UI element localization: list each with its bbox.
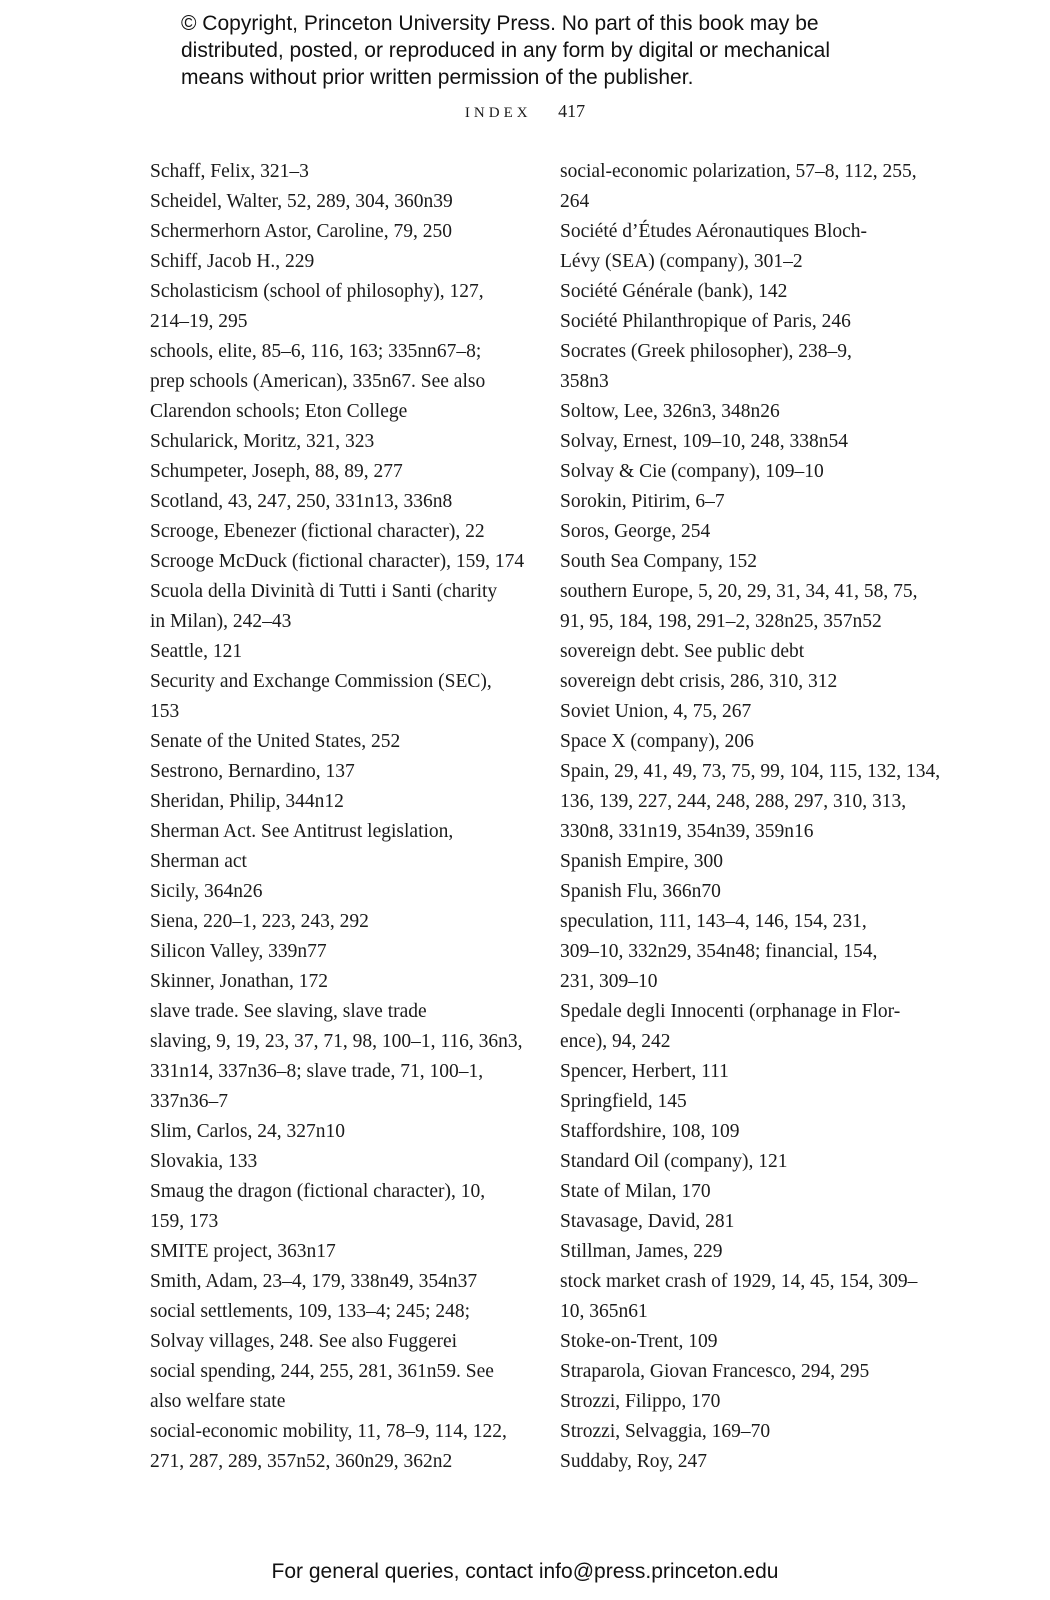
index-entry-line: social spending, 244, 255, 281, 361n59. See <box>150 1361 494 1382</box>
index-entry-line: southern Europe, 5, 20, 29, 31, 34, 41, 58, 75, <box>560 581 918 602</box>
index-entry <box>560 1357 930 1387</box>
index-entry <box>560 997 930 1057</box>
index-entry <box>150 1357 520 1417</box>
index-entry-line: Springfield, 145 <box>560 1091 687 1112</box>
index-entry-line: 10, 365n61 <box>560 1301 648 1322</box>
index-entry-line: Seattle, 121 <box>150 641 243 662</box>
index-entry <box>150 1417 520 1477</box>
index-entry-line: 231, 309–10 <box>560 971 658 992</box>
index-entry <box>150 967 520 997</box>
index-entry-line: South Sea Company, 152 <box>560 551 757 572</box>
index-entry-line: Scheidel, Walter, 52, 289, 304, 360n39 <box>150 191 453 212</box>
footer-text: For general queries, contact info@press.princeton.edu <box>271 1560 779 1583</box>
index-entry <box>150 217 520 247</box>
index-entry <box>150 817 520 877</box>
index-entry-line: schools, elite, 85–6, 116, 163; 335nn67–8; <box>150 341 482 362</box>
index-entry <box>560 1087 930 1117</box>
index-entry <box>560 757 941 847</box>
index-entry <box>560 1387 930 1417</box>
index-entry-line: Slim, Carlos, 24, 327n10 <box>150 1121 346 1142</box>
index-entry-line: Stavasage, David, 281 <box>560 1211 735 1232</box>
index-entry <box>560 1447 930 1477</box>
index-entry-line: 358n3 <box>560 371 609 392</box>
index-entry <box>560 667 930 697</box>
index-entry-line: prep schools (American), 335n67. See also <box>150 371 486 392</box>
index-entry-line: Clarendon schools; Eton College <box>150 401 408 422</box>
index-entry-line: Spain, 29, 41, 49, 73, 75, 99, 104, 115, 132, 134, <box>560 761 941 782</box>
index-entry <box>150 1177 520 1237</box>
index-entry <box>560 517 930 547</box>
index-entry-line: Soros, George, 254 <box>560 521 711 542</box>
index-entry <box>150 487 520 517</box>
index-entry-line: Sherman Act. See Antitrust legislation, <box>150 821 454 842</box>
index-entry-line: slave trade. See slaving, slave trade <box>150 1001 427 1022</box>
copyright-line: means without prior written permission of the publisher. <box>181 66 694 89</box>
index-entry-line: Scrooge McDuck (fictional character), 159, 174 <box>150 551 525 572</box>
index-entry <box>560 217 930 277</box>
index-entry <box>150 1147 520 1177</box>
footer-contact <box>0 1560 1050 1584</box>
index-entry <box>560 577 930 637</box>
index-entry-line: Smaug the dragon (fictional character), 10, <box>150 1181 486 1202</box>
index-entry <box>560 457 930 487</box>
index-entry <box>150 547 525 577</box>
index-entry-line: social settlements, 109, 133–4; 245; 248; <box>150 1301 471 1322</box>
index-entry-line: 159, 173 <box>150 1211 219 1232</box>
index-entry-line: Sorokin, Pitirim, 6–7 <box>560 491 725 512</box>
index-entry-line: social-economic polarization, 57–8, 112, 255, <box>560 161 917 182</box>
index-entry <box>150 1027 523 1117</box>
index-entry-line: Scrooge, Ebenezer (fictional character), 22 <box>150 521 485 542</box>
index-entry-line: Strozzi, Filippo, 170 <box>560 1391 721 1412</box>
index-entry-line: Siena, 220–1, 223, 243, 292 <box>150 911 369 932</box>
index-entry <box>560 157 930 217</box>
index-entry-line: Schumpeter, Joseph, 88, 89, 277 <box>150 461 403 482</box>
index-entry-line: sovereign debt crisis, 286, 310, 312 <box>560 671 838 692</box>
index-entry-line: 331n14, 337n36–8; slave trade, 71, 100–1, <box>150 1061 484 1082</box>
index-entry-line: Solvay, Ernest, 109–10, 248, 338n54 <box>560 431 848 452</box>
index-entry <box>560 907 930 997</box>
index-entry-line: Sheridan, Philip, 344n12 <box>150 791 344 812</box>
index-entry <box>560 1327 930 1357</box>
index-column-right <box>560 157 941 1477</box>
index-entry <box>560 487 930 517</box>
index-entry <box>150 1117 520 1147</box>
copyright-notice <box>181 10 941 91</box>
index-entry <box>150 247 520 277</box>
index-entry <box>560 1177 930 1207</box>
index-entry-line: Solvay & Cie (company), 109–10 <box>560 461 824 482</box>
index-entry-line: Standard Oil (company), 121 <box>560 1151 788 1172</box>
index-entry <box>150 457 520 487</box>
index-entry <box>560 1057 930 1087</box>
index-entry-line: Spedale degli Innocenti (orphanage in Flor- <box>560 1001 901 1022</box>
index-entry <box>560 1207 930 1237</box>
index-entry <box>560 1147 930 1177</box>
index-entry <box>560 877 930 907</box>
index-entry-line: 271, 287, 289, 357n52, 360n29, 362n2 <box>150 1451 453 1472</box>
index-entry-line: 264 <box>560 191 590 212</box>
index-entry-line: sovereign debt. See public debt <box>560 641 805 662</box>
index-entry <box>150 277 520 337</box>
index-entry <box>560 547 930 577</box>
index-entry <box>150 637 520 667</box>
index-entry-line: 153 <box>150 701 180 722</box>
index-entry-line: Scholasticism (school of philosophy), 127, <box>150 281 484 302</box>
index-entry-line: Space X (company), 206 <box>560 731 754 752</box>
index-entry-line: 337n36–7 <box>150 1091 228 1112</box>
index-entry <box>150 727 520 757</box>
index-entry-line: Senate of the United States, 252 <box>150 731 401 752</box>
index-entry-line: Skinner, Jonathan, 172 <box>150 971 328 992</box>
index-column-left <box>150 157 525 1477</box>
index-entry-line: Schularick, Moritz, 321, 323 <box>150 431 375 452</box>
index-entry <box>150 517 520 547</box>
index-entry-line: Scotland, 43, 247, 250, 331n13, 336n8 <box>150 491 453 512</box>
index-entry <box>150 1297 520 1357</box>
index-entry <box>150 937 520 967</box>
index-entry-line: Staffordshire, 108, 109 <box>560 1121 740 1142</box>
index-entry-line: Silicon Valley, 339n77 <box>150 941 327 962</box>
copyright-line: © Copyright, Princeton University Press. No part of this book may be <box>181 12 819 35</box>
index-entry-line: Straparola, Giovan Francesco, 294, 295 <box>560 1361 870 1382</box>
index-entry-line: Spanish Empire, 300 <box>560 851 724 872</box>
index-entry-line: social-economic mobility, 11, 78–9, 114, 122, <box>150 1421 507 1442</box>
index-entry-line: Schermerhorn Astor, Caroline, 79, 250 <box>150 221 452 242</box>
index-entry-line: Smith, Adam, 23–4, 179, 338n49, 354n37 <box>150 1271 478 1292</box>
index-entry-line: ence), 94, 242 <box>560 1031 671 1052</box>
index-entry-line: 309–10, 332n29, 354n48; financial, 154, <box>560 941 878 962</box>
index-entry-line: State of Milan, 170 <box>560 1181 711 1202</box>
index-entry <box>560 697 930 727</box>
index-entry-line: Société Générale (bank), 142 <box>560 281 788 302</box>
index-entry <box>560 727 930 757</box>
index-entry-line: Solvay villages, 248. See also Fuggerei <box>150 1331 458 1352</box>
index-entry <box>150 337 520 427</box>
index-entry <box>560 307 930 337</box>
index-entry-line: 136, 139, 227, 244, 248, 288, 297, 310, 313, <box>560 791 907 812</box>
index-entry-line: slaving, 9, 19, 23, 37, 71, 98, 100–1, 116, 36n3, <box>150 1031 523 1052</box>
index-entry <box>560 277 930 307</box>
index-entry-line: 330n8, 331n19, 354n39, 359n16 <box>560 821 814 842</box>
index-entry-line: Sicily, 364n26 <box>150 881 263 902</box>
index-entry-line: Soltow, Lee, 326n3, 348n26 <box>560 401 780 422</box>
index-entry-line: also welfare state <box>150 1391 286 1412</box>
index-entry-line: SMITE project, 363n17 <box>150 1241 336 1262</box>
index-entry <box>150 187 520 217</box>
index-entry-line: Scuola della Divinità di Tutti i Santi (charity <box>150 581 498 602</box>
running-head-label: INDEX <box>464 105 532 121</box>
index-entry-line: in Milan), 242–43 <box>150 611 292 632</box>
index-entry <box>560 1417 930 1447</box>
index-entry-line: Strozzi, Selvaggia, 169–70 <box>560 1421 771 1442</box>
index-entry-line: 214–19, 295 <box>150 311 248 332</box>
index-entry-line: Société Philanthropique of Paris, 246 <box>560 311 851 332</box>
index-entry <box>150 667 520 727</box>
index-entry-line: Spanish Flu, 366n70 <box>560 881 721 902</box>
index-entry <box>150 997 520 1027</box>
index-entry-line: Socrates (Greek philosopher), 238–9, <box>560 341 852 362</box>
index-entry-line: Soviet Union, 4, 75, 267 <box>560 701 752 722</box>
index-entry <box>560 847 930 877</box>
index-entry-line: Lévy (SEA) (company), 301–2 <box>560 251 803 272</box>
index-entry <box>560 1117 930 1147</box>
copyright-line: distributed, posted, or reproduced in any form by digital or mechanical <box>181 39 831 62</box>
index-entry <box>560 1237 930 1267</box>
index-entry-line: Société d’Études Aéronautiques Bloch- <box>560 221 868 242</box>
index-entry-line: 91, 95, 184, 198, 291–2, 328n25, 357n52 <box>560 611 882 632</box>
index-entry-line: Spencer, Herbert, 111 <box>560 1061 729 1082</box>
index-entry <box>150 157 520 187</box>
index-entry <box>560 637 930 667</box>
index-entry-line: Slovakia, 133 <box>150 1151 258 1172</box>
index-entry <box>150 577 520 637</box>
index-entry <box>560 427 930 457</box>
index-entry-line: Security and Exchange Commission (SEC), <box>150 671 492 692</box>
index-entry-line: Stillman, James, 229 <box>560 1241 723 1262</box>
index-entry-line: stock market crash of 1929, 14, 45, 154, 309– <box>560 1271 918 1292</box>
index-entry-line: Suddaby, Roy, 247 <box>560 1451 707 1472</box>
index-entry <box>560 1267 930 1327</box>
index-entry <box>150 757 520 787</box>
index-entry-line: Sestrono, Bernardino, 137 <box>150 761 355 782</box>
running-head <box>0 101 1050 122</box>
index-entry <box>150 877 520 907</box>
index-entry <box>150 1267 520 1297</box>
index-entry-line: Sherman act <box>150 851 247 872</box>
index-entry-line: Stoke-on-Trent, 109 <box>560 1331 718 1352</box>
index-entry <box>560 337 930 397</box>
index-entry <box>150 907 520 937</box>
index-entry <box>150 427 520 457</box>
index-entry-line: speculation, 111, 143–4, 146, 154, 231, <box>560 911 867 932</box>
page-number: 417 <box>558 101 586 121</box>
index-entry-line: Schaff, Felix, 321–3 <box>150 161 309 182</box>
index-entry <box>150 787 520 817</box>
index-entry <box>150 1237 520 1267</box>
index-entry-line: Schiff, Jacob H., 229 <box>150 251 315 272</box>
index-entry <box>560 397 930 427</box>
